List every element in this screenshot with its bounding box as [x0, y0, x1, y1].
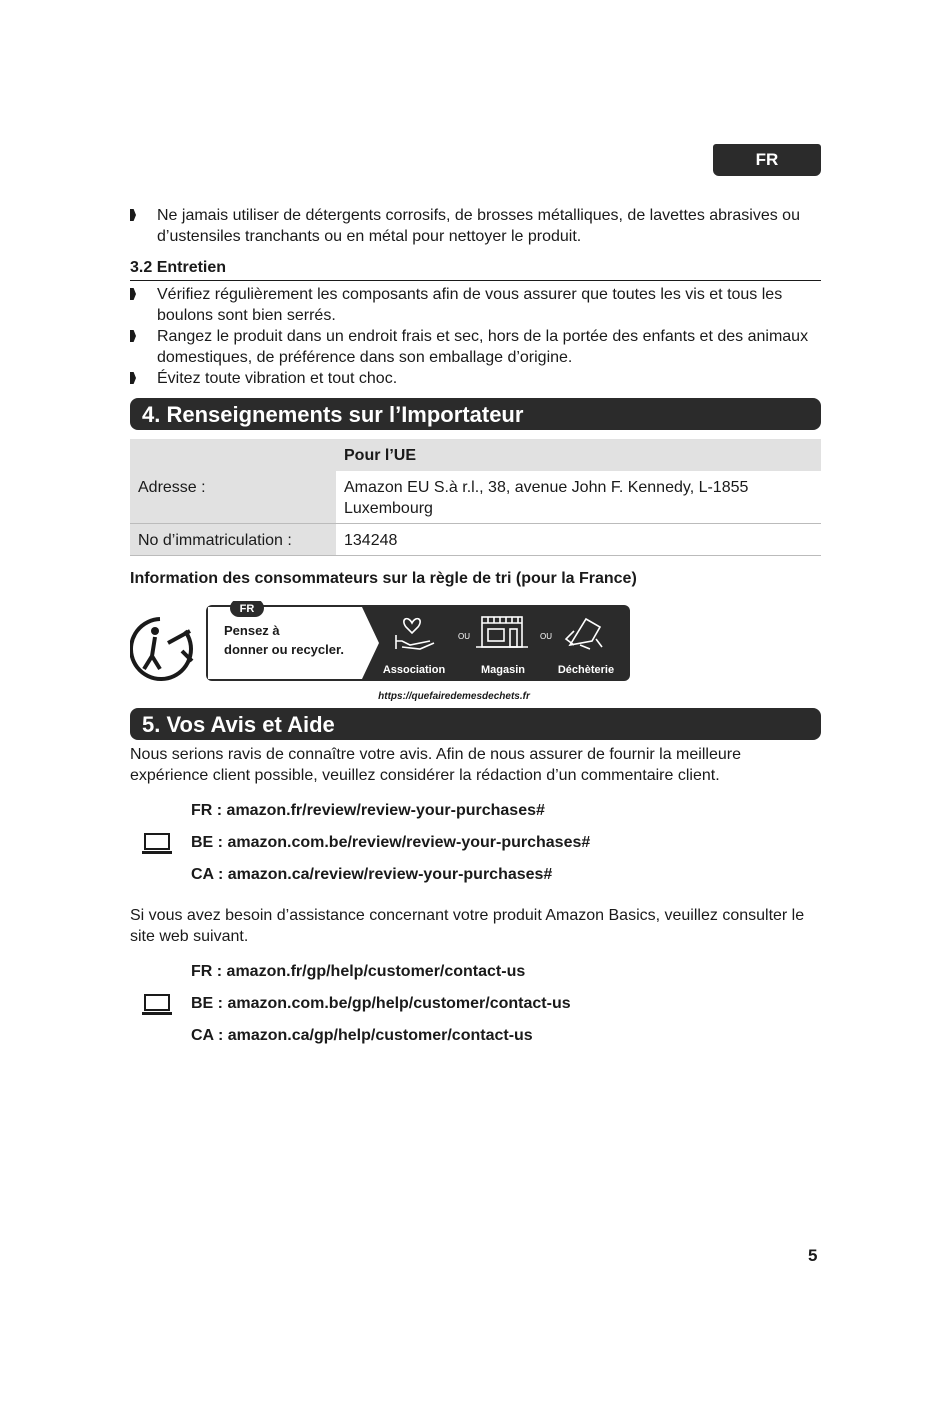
importer-section-title: 4. Renseignements sur l’Importateur: [130, 398, 821, 430]
option-decheterie: Déchèterie: [557, 664, 615, 676]
review-link-be[interactable]: BE : amazon.com.be/review/review-your-purchases#: [191, 834, 591, 851]
ou-text-1: OU: [458, 632, 470, 641]
table-row-label: No d’immatriculation :: [130, 524, 336, 556]
table-row-value: Amazon EU S.à r.l., 38, avenue John F. Kennedy, L-1855 Luxembourg: [336, 471, 821, 524]
help-links-list: [191, 956, 571, 1052]
recycle-line2: donner ou recycler.: [224, 642, 344, 657]
maintenance-heading: 3.2 Entretien: [130, 257, 821, 281]
bullet-marker-icon: [130, 288, 136, 300]
review-link-ca[interactable]: CA : amazon.ca/review/review-your-purchases#: [191, 866, 553, 883]
table-header-eu: Pour l’UE: [336, 439, 821, 471]
bullet-marker-icon: [130, 330, 136, 342]
table-header-empty: [130, 439, 336, 471]
review-link-fr[interactable]: FR : amazon.fr/review/review-your-purchases#: [191, 802, 545, 819]
triman-logo-icon: [131, 619, 192, 679]
triman-recycling-graphic: [130, 601, 821, 711]
ou-text-2: OU: [540, 632, 552, 641]
help-link-ca[interactable]: CA : amazon.ca/gp/help/customer/contact-us: [191, 1027, 533, 1044]
help-links-block: [130, 956, 821, 1052]
help-intro: Si vous avez besoin d’assistance concernant votre produit Amazon Basics, veuillez consulter le site web suivant.: [130, 907, 805, 945]
reviews-intro: Nous serions ravis de connaître votre avis. Afin de nous assurer de fournir la meilleure expérience client possible, veuillez considérer la rédaction d’un commentaire client.: [130, 746, 741, 784]
help-link-fr[interactable]: FR : amazon.fr/gp/help/customer/contact-us: [191, 963, 526, 980]
language-tab: FR: [713, 144, 821, 176]
cleaning-bullet: Ne jamais utiliser de détergents corrosifs, de brosses métalliques, de lavettes abrasives ou d’ustensiles tranchants ou en métal pour nettoyer le produit.: [130, 205, 821, 247]
option-association: Association: [382, 664, 446, 676]
fr-badge-text: FR: [239, 603, 255, 615]
recycling-info-graphic: [130, 601, 821, 711]
table-header-row: [130, 439, 821, 471]
bullet-marker-icon: [130, 209, 136, 221]
help-link-be[interactable]: BE : amazon.com.be/gp/help/customer/contact-us: [191, 995, 571, 1012]
reviews-section-title: 5. Vos Avis et Aide: [130, 708, 821, 740]
recycle-line1: Pensez à: [224, 623, 280, 638]
bullet-marker-icon: [130, 372, 136, 384]
importer-table: [130, 439, 821, 556]
laptop-icon: [142, 992, 172, 1016]
page-number: 5: [808, 1246, 818, 1265]
option-magasin: Magasin: [480, 664, 526, 676]
sorting-info-title: Information des consommateurs sur la règle de tri (pour la France): [130, 570, 637, 587]
table-row: [130, 524, 821, 556]
maintenance-bullet: Rangez le produit dans un endroit frais et sec, hors de la portée des enfants et des animaux domestiques, de préférence dans son emballage d’origine.: [130, 326, 821, 368]
table-row-value: 134248: [336, 524, 821, 556]
table-row: [130, 471, 821, 524]
review-links-block: [130, 795, 821, 891]
review-links-list: [191, 795, 590, 891]
page-content: [130, 205, 821, 1052]
maintenance-bullet: Évitez toute vibration et tout choc.: [130, 368, 821, 389]
table-row-label: Adresse :: [130, 471, 336, 524]
maintenance-bullet: Vérifiez régulièrement les composants afin de vous assurer que toutes les vis et tous les boulons sont bien serrés.: [130, 284, 821, 326]
recycle-url: https://quefairedemesdechets.fr: [378, 691, 530, 702]
laptop-icon: [142, 831, 172, 855]
